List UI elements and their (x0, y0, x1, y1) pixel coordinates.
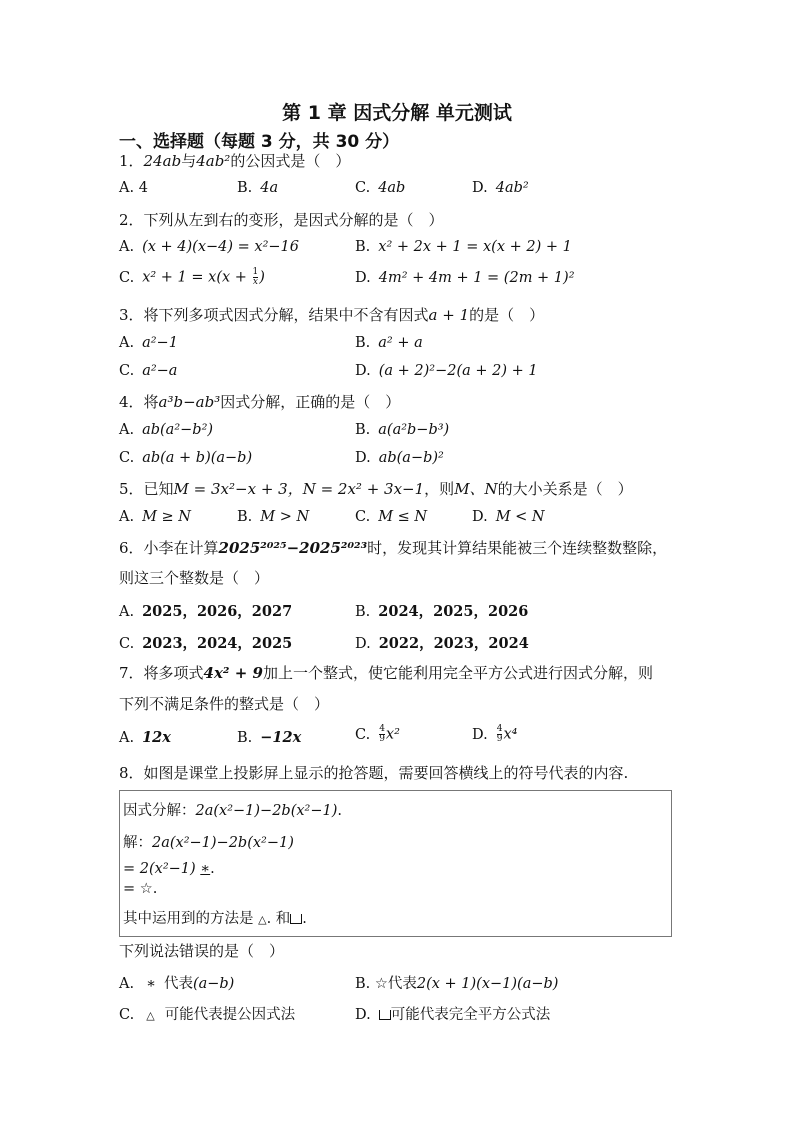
question-3: 3．将下列多项式因式分解，结果中不含有因式a + 1的是（ ） (119, 306, 545, 324)
question-8: 8．如图是课堂上投影屏上显示的抢答题，需要回答横线上的符号代表的内容. (119, 764, 629, 782)
q4-option-c[interactable]: C. ab(a + b)(a−b) (119, 450, 253, 466)
q3-option-b[interactable]: B. a² + a (355, 335, 423, 351)
box-line-5: 其中运用到的方法是 △. 和 . (123, 911, 307, 927)
q5-option-d[interactable]: D. M < N (472, 509, 545, 525)
q8-option-d[interactable]: D. 可能代表完全平方公式法 (355, 1007, 551, 1023)
q2-option-a[interactable]: A. (x + 4)(x−4) = x²−16 (119, 239, 300, 255)
star-symbol: ☆ (374, 976, 388, 992)
q6-option-a[interactable]: A. 2025，2026，2027 (119, 603, 293, 620)
question-8-prompt: 下列说法错误的是（ ） (119, 942, 285, 960)
question-7-line-2: 下列不满足条件的整式是（ ） (119, 695, 330, 713)
q5-option-c[interactable]: C. M ≤ N (355, 509, 428, 525)
q6-option-b[interactable]: B. 2024，2025，2026 (355, 603, 529, 620)
q5-option-a[interactable]: A. M ≥ N (119, 509, 191, 525)
q8-option-b[interactable]: B. ☆代表2(x + 1)(x−1)(a−b) (355, 976, 559, 992)
asterisk-symbol: ∗ (146, 976, 156, 992)
q7-option-d[interactable]: D. $\frac{4}{9}$ x⁴ (472, 724, 518, 744)
q7-option-a[interactable]: A. 12x (119, 729, 171, 746)
question-6-line-2: 则这三个整数是（ ） (119, 569, 270, 587)
fraction: $\frac{4}{9}$ (496, 724, 503, 744)
q6-option-d[interactable]: D. 2022，2023，2024 (355, 635, 529, 652)
q3-option-c[interactable]: C. a²−a (119, 363, 178, 379)
q1-option-c[interactable]: C. 4ab (355, 180, 406, 196)
q8-option-c[interactable]: C. △ 可能代表提公因式法 (119, 1007, 296, 1023)
q2-option-d[interactable]: D. 4m² + 4m + 1 = (2m + 1)² (355, 270, 575, 286)
q5-option-b[interactable]: B. M > N (237, 509, 310, 525)
square-symbol-icon (290, 914, 302, 924)
box-line-3: = 2(x²−1) ∗. (123, 861, 215, 877)
q7-option-b[interactable]: B. −12x (237, 729, 302, 746)
q3-option-a[interactable]: A. a²−1 (119, 335, 178, 351)
question-4: 4．将a³b−ab³因式分解，正确的是（ ） (119, 393, 401, 411)
q2-option-c[interactable]: C. x² + 1 = x(x + $\frac{1}{x}$ ) (119, 267, 265, 287)
q4-option-a[interactable]: A. ab(a²−b²) (119, 422, 214, 438)
box-line-4: = ☆. (123, 881, 158, 897)
q2-option-b[interactable]: B. x² + 2x + 1 = x(x + 2) + 1 (355, 239, 572, 255)
fraction: $\frac{4}{9}$ (379, 724, 385, 744)
q7-option-c[interactable]: C. $\frac{4}{9}$ x² (355, 724, 400, 744)
page-title: 第 1 章 因式分解 单元测试 (282, 102, 512, 124)
projector-screen-box (119, 790, 672, 937)
triangle-symbol: △ (146, 1009, 155, 1022)
q6-option-c[interactable]: C. 2023，2024，2025 (119, 635, 293, 652)
q1-option-d[interactable]: D. 4ab² (472, 180, 529, 196)
section-heading: 一、选择题（每题 3 分，共 30 分） (119, 132, 400, 152)
q4-option-d[interactable]: D. ab(a−b)² (355, 450, 444, 466)
q1-option-a[interactable]: A. 4 (119, 180, 148, 196)
triangle-symbol: △ (258, 913, 267, 926)
q3-option-d[interactable]: D. (a + 2)²−2(a + 2) + 1 (355, 363, 538, 379)
q8-option-a[interactable]: A. ∗ 代表(a−b) (119, 976, 235, 992)
asterisk-symbol: ∗ (200, 861, 211, 877)
square-symbol-icon (379, 1010, 391, 1020)
question-1: 1．24ab与4ab²的公因式是（ ） (119, 152, 351, 170)
box-line-2: 解：2a(x²−1)−2b(x²−1) (123, 835, 294, 851)
question-2: 2．下列从左到右的变形，是因式分解的是（ ） (119, 211, 444, 229)
box-line-1: 因式分解：2a(x²−1)−2b(x²−1). (123, 803, 342, 819)
q1-option-b[interactable]: B. 4a (237, 180, 279, 196)
q4-option-b[interactable]: B. a(a²b−b³) (355, 422, 450, 438)
question-5: 5．已知M = 3x²−x + 3，N = 2x² + 3x−1，则M、N的大小关系是（ ） (119, 480, 633, 498)
question-6: 6．小李在计算2025²⁰²⁵−2025²⁰²³时，发现其计算结果能被三个连续整数整除， (119, 539, 668, 557)
fraction: $\frac{1}{x}$ (252, 267, 259, 287)
question-7: 7．将多项式4x² + 9加上一个整式，使它能利用完全平方公式进行因式分解，则 (119, 664, 653, 682)
